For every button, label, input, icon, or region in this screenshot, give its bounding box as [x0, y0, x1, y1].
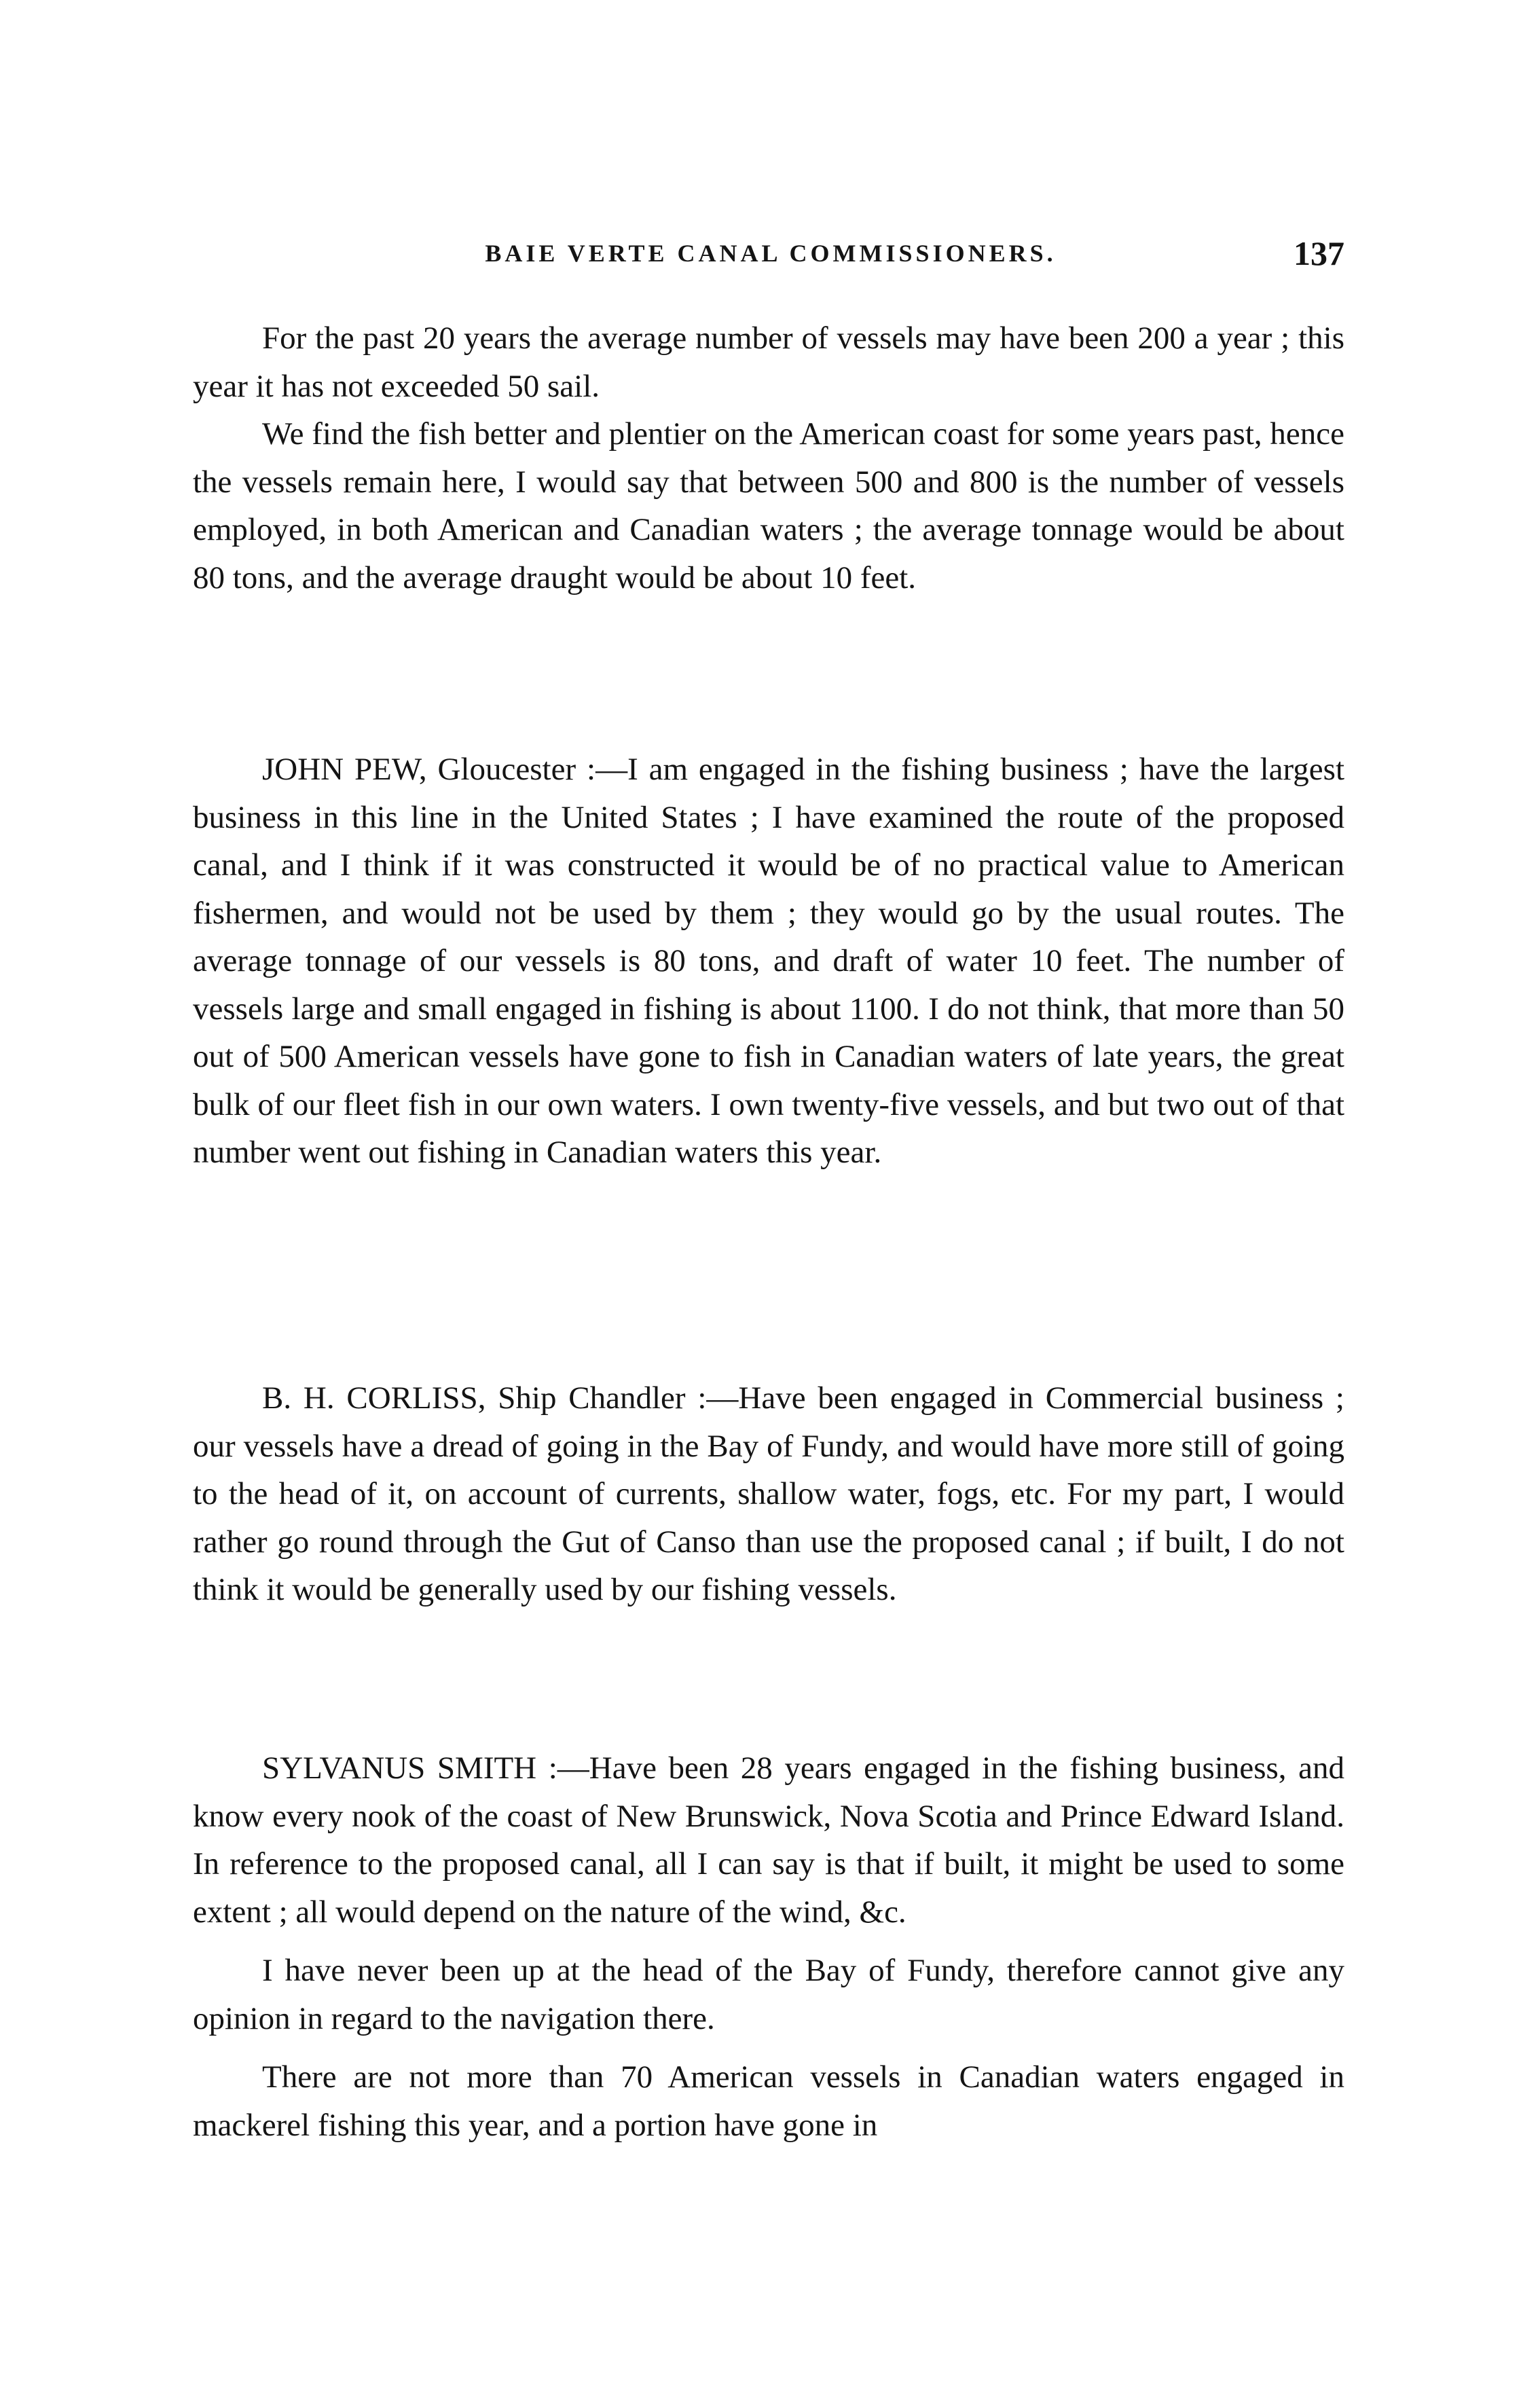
- john-pew-testimony-section: [193, 746, 1344, 1177]
- testimony-text: —I am engaged in the fishing business ; have the largest business in this line in the United States ; I have examined the route of the proposed canal, and I think if it was constructed it would be of no practical value to American fishermen, and would not be used by them ; they would go by the usual routes. The average tonnage of our vessels is 80 tons, and draft of water 10 feet. The number of vessels large and small engaged in fishing is about 1100. I do not think, that more than 50 out of 500 American vessels have gone to fish in Canadian waters of late years, the great bulk of our fleet fish in our own waters. I own twenty-five vessels, and but two out of that number went out fishing in Canadian waters this year.: [193, 752, 1345, 1170]
- speaker-name: JOHN PEW, Gloucester :: [262, 752, 596, 787]
- paragraph: For the past 20 years the average number of vessels may have been 200 a year ; this year it has not exceeded 50 sail.: [193, 320, 1344, 404]
- page-number: 137: [1294, 234, 1344, 272]
- opening-testimony-section: [193, 314, 1344, 602]
- sylvanus-smith-testimony-section: [193, 1744, 1344, 2149]
- paragraph: [193, 746, 1344, 1177]
- testimony-text: —Have been 28 years engaged in the fishing business, and know every nook of the coast of New Brunswick, Nova Scotia and Prince Edward Island. In reference to the proposed canal, all I can say is that if built, it might be used to some extent ; all would depend on the nature of the wind, &c.: [193, 1750, 1344, 1930]
- paragraph: [193, 1374, 1344, 1614]
- paragraph: We find the fish better and plentier on the American coast for some years past, hence the vessels remain here, I would say that between 500 and 800 is the number of vessels employed, in both American and Canadian waters ; the average tonnage would be about 80 tons, and the average draught would be about 10 feet.: [193, 416, 1344, 595]
- paragraph: There are not more than 70 American vessels in Canadian waters engaged in mackerel fishing this year, and a portion have gone in: [193, 2059, 1344, 2143]
- paragraph: I have never been up at the head of the Bay of Fundy, therefore cannot give any opinion in regard to the navigation there.: [193, 1953, 1344, 2036]
- running-header: [197, 234, 1344, 280]
- speaker-name: SYLVANUS SMITH :: [262, 1750, 557, 1786]
- paragraph: [193, 1744, 1344, 1936]
- speaker-name: B. H. CORLISS, Ship Chandler :: [262, 1380, 707, 1416]
- corliss-testimony-section: [193, 1374, 1344, 1614]
- running-title: BAIE VERTE CANAL COMMISSIONERS.: [485, 240, 1057, 267]
- testimony-text: —Have been engaged in Commercial business ; our vessels have a dread of going in the Bay of Fundy, and would have more still of going to the head of it, on account of currents, shallow water, fogs, etc. For my part, I would rather go round through the Gut of Canso than use the proposed canal ; if built, I do not think it would be generally used by our fishing vessels.: [193, 1380, 1344, 1607]
